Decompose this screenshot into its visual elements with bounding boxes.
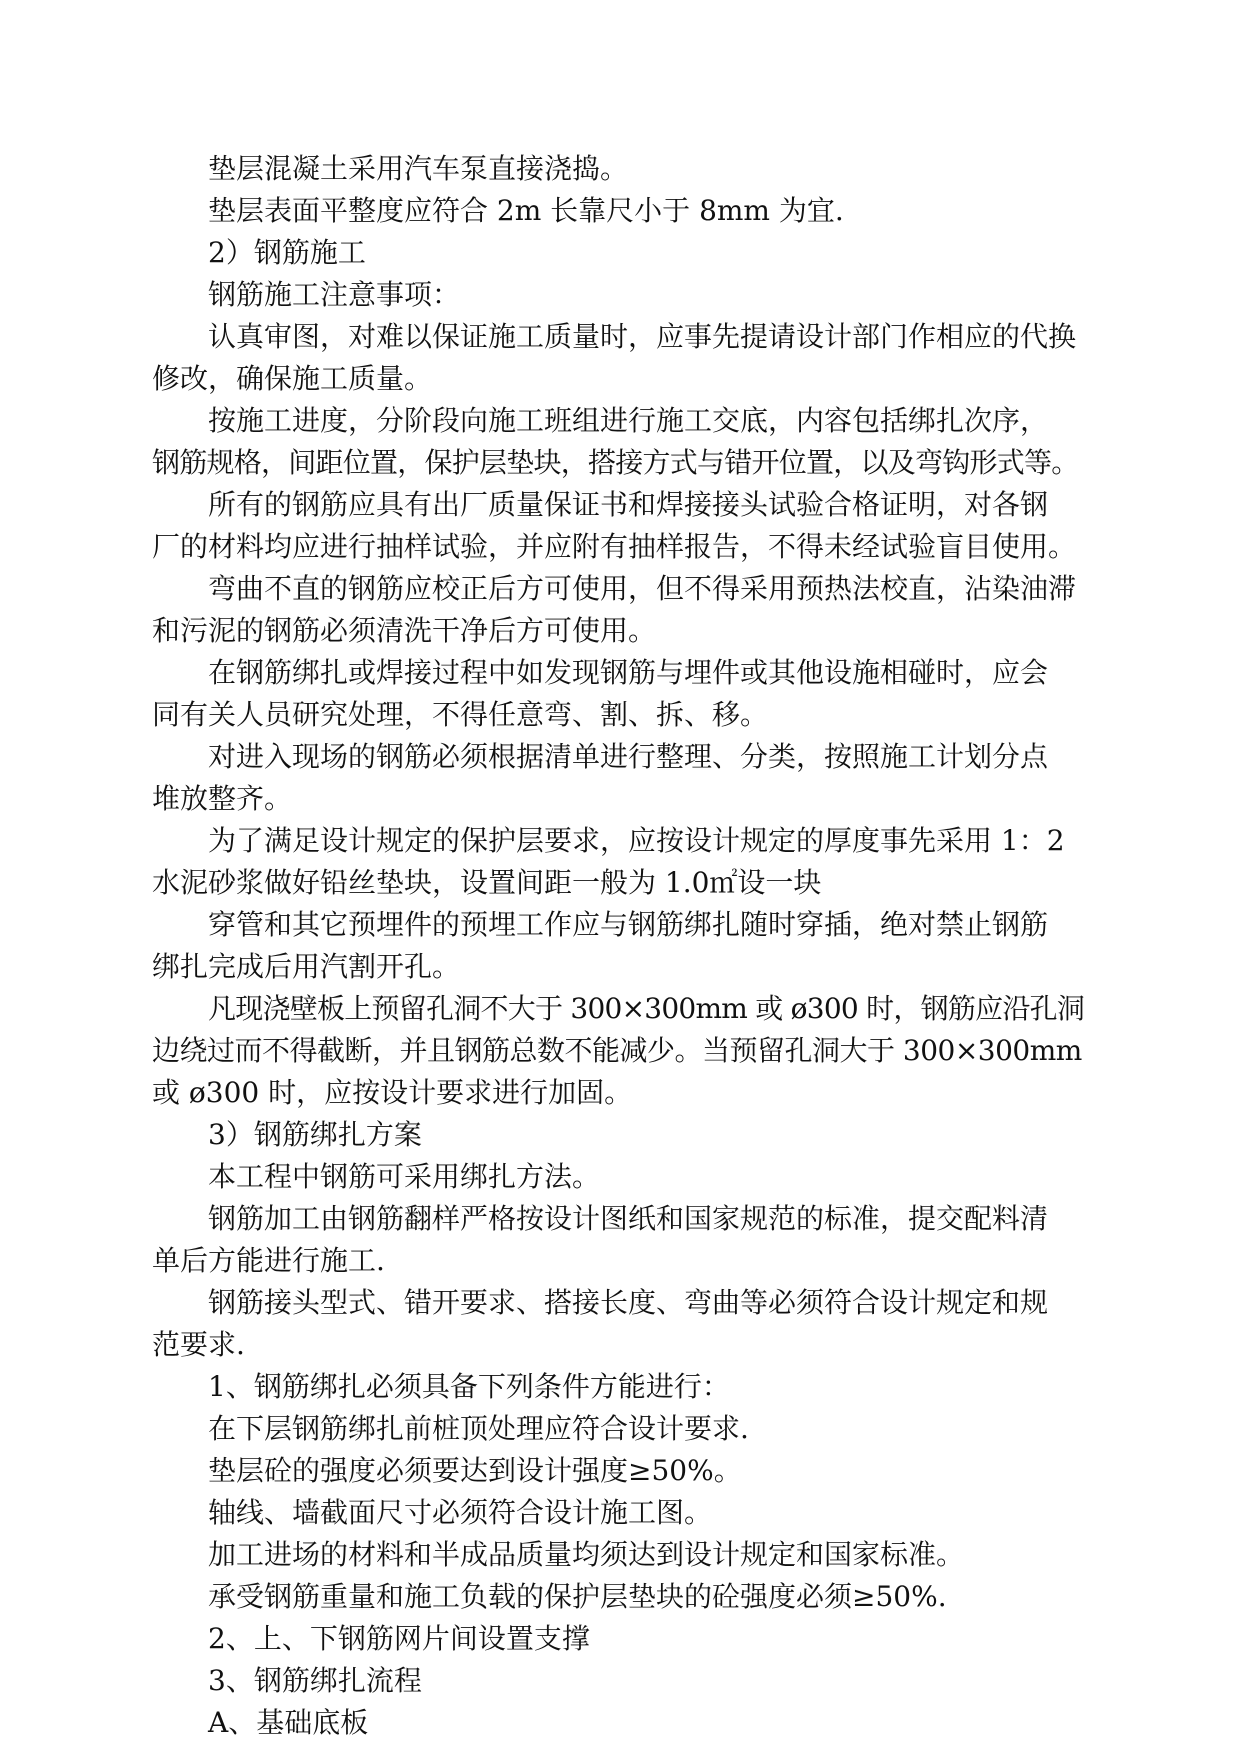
paragraph [152, 1408, 1084, 1450]
text-line: 或 ø300 时，应按设计要求进行加固。 [152, 1076, 633, 1109]
text-line: 按施工进度，分阶段向施工班组进行施工交底，内容包括绑扎次序， [208, 404, 1049, 437]
text-line: 本工程中钢筋可采用绑扎方法。 [208, 1160, 601, 1193]
paragraph [152, 904, 1084, 988]
text-line: 钢筋规格，间距位置，保护层垫块，搭接方式与错开位置，以及弯钩形式等。 [152, 446, 1079, 479]
text-line: 对进入现场的钢筋必须根据清单进行整理、分类，按照施工计划分点 [208, 740, 1049, 773]
text-line: 单后方能进行施工. [152, 1244, 385, 1277]
text-line: 范要求. [152, 1328, 245, 1361]
paragraph [152, 148, 1084, 190]
text-line: 水泥砂浆做好铅丝垫块，设置间距一般为 1.0㎡设一块 [152, 866, 822, 899]
paragraph [152, 1618, 1084, 1660]
paragraph [152, 1450, 1084, 1492]
text-line: 厂的材料均应进行抽样试验，并应附有抽样报告，不得未经试验盲目使用。 [152, 530, 1077, 563]
text-line: 2、上、下钢筋网片间设置支撑 [208, 1622, 590, 1655]
text-line: 弯曲不直的钢筋应校正后方可使用，但不得采用预热法校直，沾染油滞 [208, 572, 1077, 605]
paragraph [152, 988, 1084, 1114]
document-body [152, 148, 1084, 1744]
text-line: 边绕过而不得截断，并且钢筋总数不能减少。当预留孔洞大于 300×300mm [152, 1034, 1082, 1067]
paragraph [152, 1492, 1084, 1534]
paragraph [152, 274, 1084, 316]
text-line: 3、钢筋绑扎流程 [208, 1664, 422, 1697]
text-line: 绑扎完成后用汽割开孔。 [152, 950, 461, 983]
text-line: 所有的钢筋应具有出厂质量保证书和焊接接头试验合格证明，对各钢 [208, 488, 1049, 521]
text-line: 垫层表面平整度应符合 2m 长靠尺小于 8mm 为宜. [208, 194, 844, 227]
paragraph [152, 1366, 1084, 1408]
text-line: 在钢筋绑扎或焊接过程中如发现钢筋与埋件或其他设施相碰时，应会 [208, 656, 1049, 689]
text-line: 钢筋施工注意事项： [208, 278, 461, 311]
paragraph [152, 1114, 1084, 1156]
text-line: 同有关人员研究处理，不得任意弯、割、拆、移。 [152, 698, 769, 731]
text-line: 认真审图，对难以保证施工质量时，应事先提请设计部门作相应的代换 [208, 320, 1077, 353]
text-line: 轴线、墙截面尺寸必须符合设计施工图。 [208, 1496, 713, 1529]
paragraph [152, 568, 1084, 652]
text-line: 1、钢筋绑扎必须具备下列条件方能进行： [208, 1370, 730, 1403]
text-line: 在下层钢筋绑扎前桩顶处理应符合设计要求. [208, 1412, 749, 1445]
text-line: 钢筋加工由钢筋翻样严格按设计图纸和国家规范的标准，提交配料清 [208, 1202, 1049, 1235]
paragraph [152, 1660, 1084, 1702]
paragraph [152, 484, 1084, 568]
text-line: 穿管和其它预埋件的预埋工作应与钢筋绑扎随时穿插，绝对禁止钢筋 [208, 908, 1049, 941]
text-line: 垫层砼的强度必须要达到设计强度≥50%。 [208, 1454, 742, 1487]
paragraph [152, 1198, 1084, 1282]
text-line: 加工进场的材料和半成品质量均须达到设计规定和国家标准。 [208, 1538, 965, 1571]
text-line: 钢筋接头型式、错开要求、搭接长度、弯曲等必须符合设计规定和规 [208, 1286, 1049, 1319]
paragraph [152, 232, 1084, 274]
text-line: 2）钢筋施工 [208, 236, 366, 269]
paragraph [152, 652, 1084, 736]
text-line: 修改，确保施工质量。 [152, 362, 433, 395]
paragraph [152, 400, 1084, 484]
paragraph [152, 1702, 1084, 1744]
paragraph [152, 190, 1084, 232]
text-line: 垫层混凝土采用汽车泵直接浇捣。 [208, 152, 629, 185]
paragraph [152, 1282, 1084, 1366]
text-line: 3）钢筋绑扎方案 [208, 1118, 422, 1151]
text-line: 和污泥的钢筋必须清洗干净后方可使用。 [152, 614, 657, 647]
text-line: 为了满足设计规定的保护层要求，应按设计规定的厚度事先采用 1：2 [208, 824, 1065, 857]
text-line: 堆放整齐。 [152, 782, 293, 815]
text-line: A、基础底板 [208, 1706, 369, 1739]
paragraph [152, 1534, 1084, 1576]
text-line: 承受钢筋重量和施工负载的保护层垫块的砼强度必须≥50%. [208, 1580, 947, 1613]
paragraph [152, 820, 1084, 904]
paragraph [152, 736, 1084, 820]
text-line: 凡现浇壁板上预留孔洞不大于 300×300mm 或 ø300 时，钢筋应沿孔洞 [208, 992, 1085, 1025]
paragraph [152, 316, 1084, 400]
paragraph [152, 1576, 1084, 1618]
paragraph [152, 1156, 1084, 1198]
